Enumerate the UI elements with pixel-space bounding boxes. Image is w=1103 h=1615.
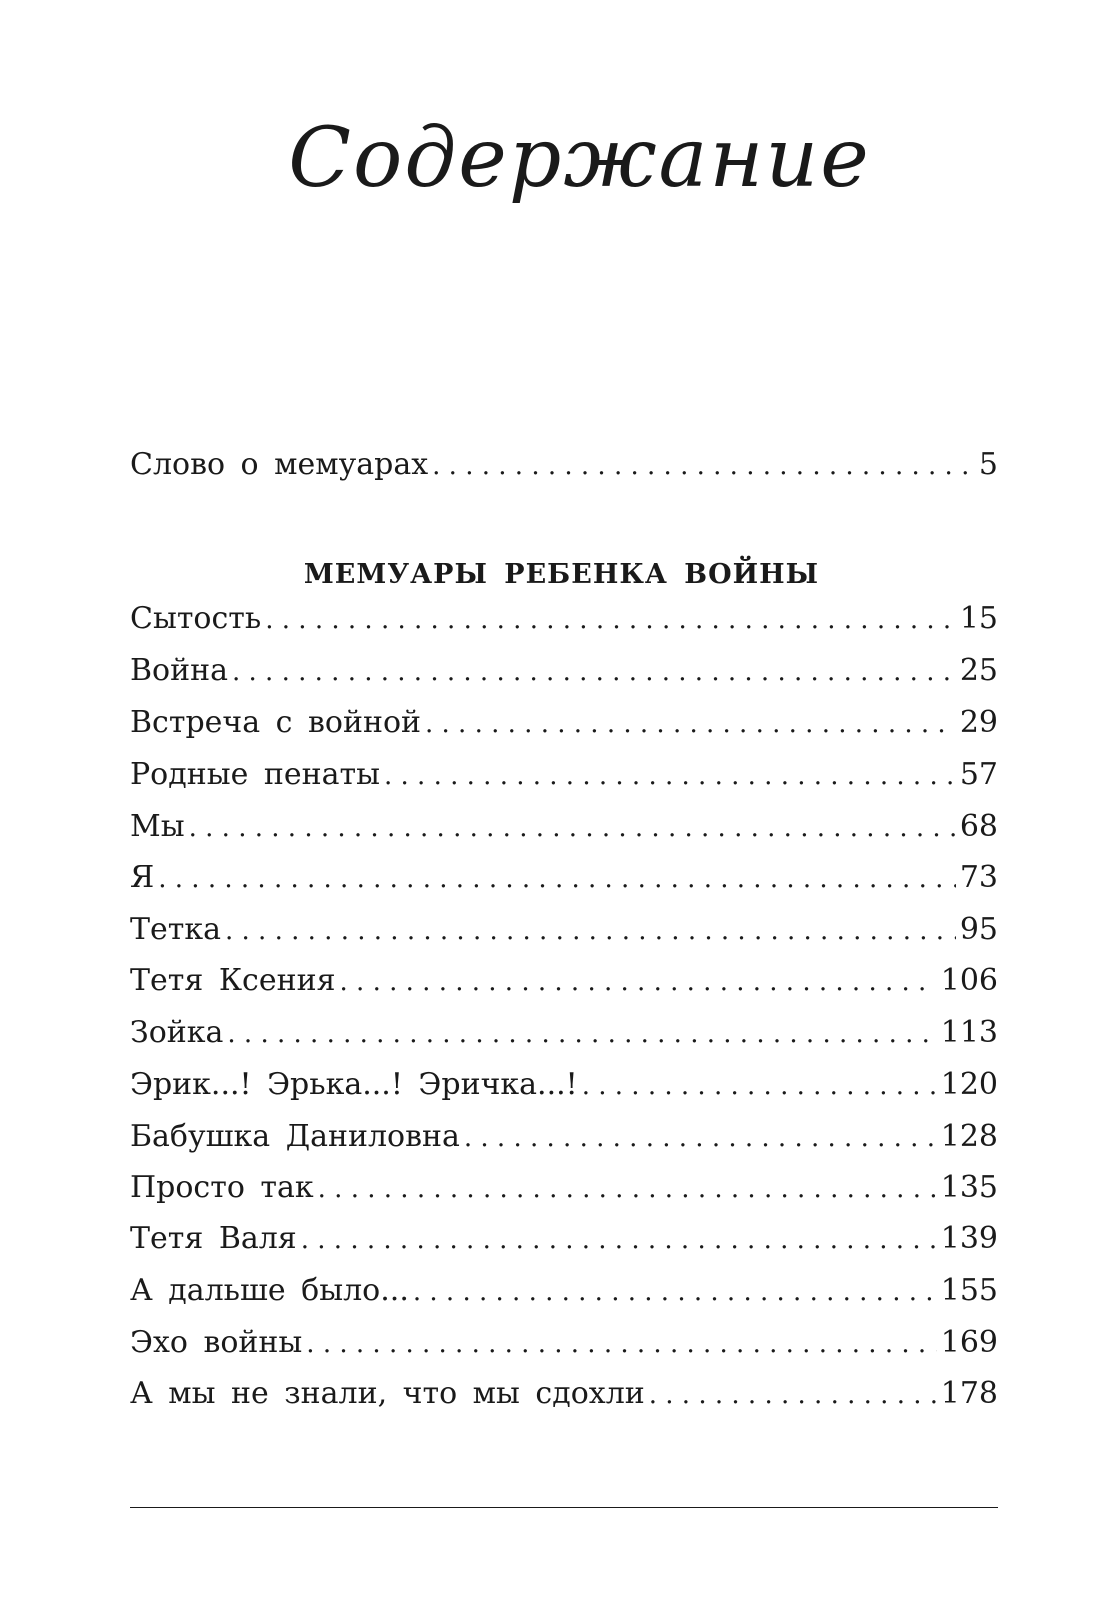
toc-leader-dots [301, 1221, 937, 1259]
toc-entry-label: Эхо войны [130, 1325, 303, 1360]
page-title: Содержание [288, 111, 871, 206]
toc-entry-page: 139 [940, 1221, 998, 1256]
toc-entry [130, 859, 998, 898]
toc-entry [130, 1272, 998, 1311]
toc-entry [130, 1375, 998, 1414]
toc-entry [130, 600, 998, 639]
toc-entry [130, 1118, 998, 1157]
toc-entry-page: 178 [940, 1376, 998, 1411]
toc-entry-page: 95 [959, 912, 998, 947]
toc-entry-label: Бабушка Даниловна [130, 1119, 460, 1154]
toc-entry-intro [130, 446, 998, 485]
toc-entry-label: Родные пенаты [130, 757, 380, 792]
toc-entry-page: 113 [940, 1015, 998, 1050]
toc-entry-label: Я [130, 860, 155, 895]
toc-entry [130, 756, 998, 795]
toc-leader-dots [582, 1067, 937, 1105]
toc-entry [130, 652, 998, 691]
toc-entry-page: 57 [959, 757, 998, 792]
toc-entry [130, 704, 998, 743]
toc-leader-dots [464, 1119, 937, 1157]
toc-entry-page: 5 [978, 447, 998, 482]
toc-entry [130, 962, 998, 1001]
toc-leader-dots [413, 1273, 937, 1311]
toc-leader-dots [227, 1015, 936, 1053]
toc-leader-dots [306, 1325, 936, 1363]
toc-entry-label: Зойка [130, 1015, 224, 1050]
toc-entry-label: А дальше было... [130, 1273, 409, 1308]
toc-entry-page: 155 [940, 1273, 998, 1308]
toc-entry-page: 29 [959, 705, 998, 740]
toc-entry-label: Война [130, 653, 228, 688]
toc-leader-dots [265, 601, 956, 639]
toc-leader-dots [432, 447, 975, 485]
toc-entry [130, 808, 998, 847]
section-heading: МЕМУАРЫ РЕБЕНКА ВОЙНЫ [303, 559, 820, 590]
toc-entry [130, 1066, 998, 1105]
toc-entry [130, 1169, 998, 1208]
toc-leader-dots [318, 1170, 937, 1208]
toc-entry-label: Встреча с войной [130, 705, 421, 740]
toc-entry-label: Тетка [130, 912, 221, 947]
toc-entry-label: Тетя Валя [130, 1221, 297, 1256]
toc-entry-label: Слово о мемуарах [130, 447, 429, 482]
toc-leader-dots [225, 912, 956, 950]
toc-leader-dots [189, 809, 956, 847]
bottom-rule [130, 1507, 998, 1508]
toc-leader-dots [384, 757, 956, 795]
toc-entry-page: 169 [940, 1325, 998, 1360]
toc-entry-page: 128 [940, 1119, 998, 1154]
toc-leader-dots [425, 705, 956, 743]
toc-entry-page: 135 [940, 1170, 998, 1205]
toc-entry-page: 25 [959, 653, 998, 688]
toc-leader-dots [232, 653, 956, 691]
toc-entry-page: 68 [959, 809, 998, 844]
toc-entry-label: Тетя Ксения [130, 963, 336, 998]
toc-entry-label: Сытость [130, 601, 262, 636]
toc-entry-page: 120 [940, 1067, 998, 1102]
toc-entry-page: 15 [959, 601, 998, 636]
toc-entry-label: Эрик...! Эрька...! Эричка...! [130, 1067, 578, 1102]
toc-entry-label: Мы [130, 809, 185, 844]
toc-entry-label: А мы не знали, что мы сдохли [130, 1376, 645, 1411]
toc-entry [130, 1220, 998, 1259]
toc-entry [130, 1324, 998, 1363]
toc-entry-page: 106 [940, 963, 998, 998]
toc-leader-dots [158, 860, 956, 898]
toc-leader-dots [649, 1376, 937, 1414]
toc-entry-label: Просто так [130, 1170, 314, 1205]
toc-leader-dots [340, 963, 937, 1001]
toc-entry-page: 73 [959, 860, 998, 895]
toc-entry [130, 911, 998, 950]
toc-entry [130, 1014, 998, 1053]
